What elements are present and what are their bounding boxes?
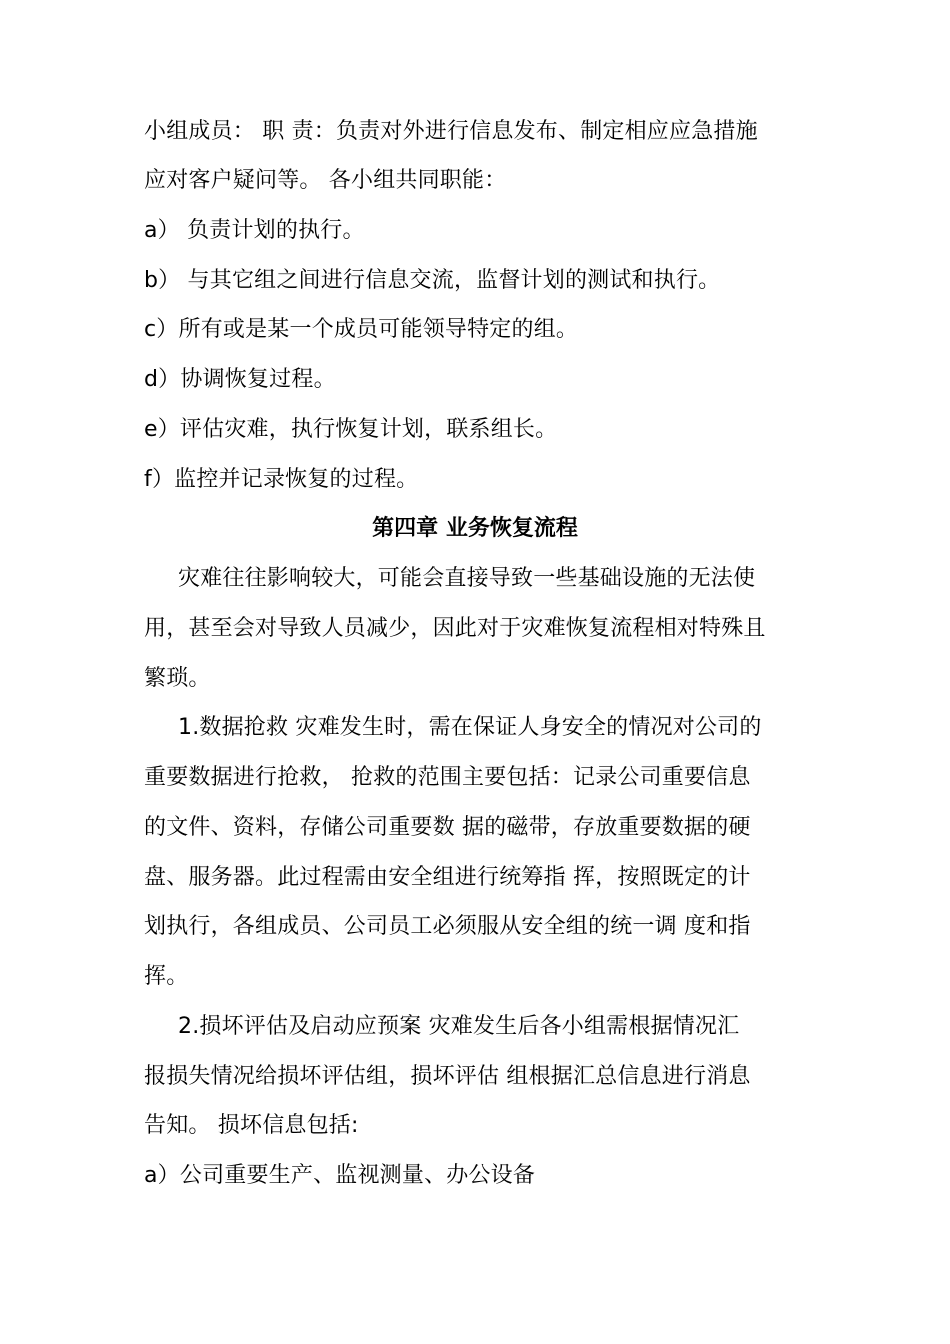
list-item: b） 与其它组之间进行信息交流，监督计划的测试和执行。	[144, 268, 721, 293]
list-item: d）协调恢复过程。	[144, 367, 336, 392]
paragraph-line: 繁琐。	[144, 666, 211, 691]
paragraph-line: 2.损坏评估及启动应预案 灾难发生后各小组需根据情况汇	[178, 1014, 740, 1039]
list-item: f）监控并记录恢复的过程。	[144, 467, 419, 492]
paragraph-line: 用，甚至会对导致人员减少，因此对于灾难恢复流程相对特殊且	[144, 616, 766, 641]
paragraph-line: 盘、服务器。此过程需由安全组进行统筹指 挥，按照既定的计	[144, 865, 751, 890]
chapter-title: 第四章 业务恢复流程	[372, 516, 578, 541]
list-item: c）所有或是某一个成员可能领导特定的组。	[144, 317, 579, 342]
paragraph-line: 应对客户疑问等。 各小组共同职能：	[144, 168, 507, 193]
paragraph-line: 报损失情况给损坏评估组，损坏评估 组根据汇总信息进行消息	[144, 1064, 751, 1089]
list-item: e）评估灾难，执行恢复计划，联系组长。	[144, 417, 558, 442]
paragraph-line: 划执行，各组成员、公司员工必须服从安全组的统一调 度和指	[144, 914, 751, 939]
paragraph-line: 灾难往往影响较大，可能会直接导致一些基础设施的无法使	[178, 566, 756, 591]
paragraph-line: 挥。	[144, 964, 189, 989]
paragraph-line: 的文件、资料，存储公司重要数 据的磁带，存放重要数据的硬	[144, 815, 751, 840]
list-item: a） 负责计划的执行。	[144, 218, 365, 243]
paragraph-line: 重要数据进行抢救， 抢救的范围主要包括：记录公司重要信息	[144, 765, 751, 790]
paragraph-line: 1.数据抢救 灾难发生时，需在保证人身安全的情况对公司的	[178, 715, 762, 740]
list-item: a）公司重要生产、监视测量、办公设备	[144, 1163, 536, 1188]
paragraph-line: 告知。 损坏信息包括:	[144, 1113, 359, 1138]
paragraph-line: 小组成员： 职 责：负责对外进行信息发布、制定相应应急措施	[144, 119, 758, 144]
